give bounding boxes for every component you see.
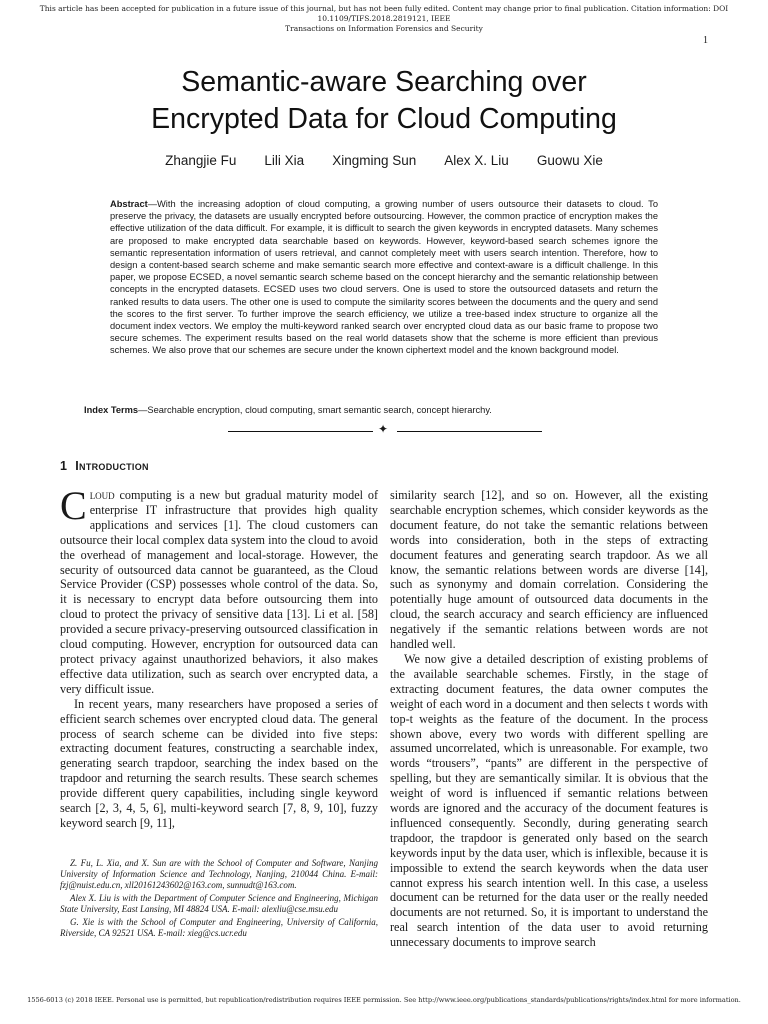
- left-column: [60, 483, 378, 831]
- paper-title: [60, 64, 708, 138]
- journal-notice: [20, 4, 748, 34]
- paragraph: [60, 483, 378, 697]
- index-terms-label: Index Terms: [84, 405, 139, 415]
- author: Guowu Xie: [536, 153, 603, 168]
- footnote: Alex X. Liu is with the Department of Computer Science and Engineering, Michigan State University, East Lansing, MI 48824 USA. E-mail: alexliu@cse.msu.edu: [60, 893, 378, 914]
- divider-line-left: [228, 431, 373, 432]
- footnotes: [60, 858, 378, 941]
- title-line-1: Semantic-aware Searching over: [181, 66, 587, 98]
- author-list: [60, 153, 708, 168]
- author: Zhangjie Fu: [165, 153, 237, 168]
- divider-star-icon: ✦: [378, 422, 389, 436]
- footnote: G. Xie is with the School of Computer and Engineering, University of California, Riverside, CA 92521 USA. E-mail: xieg@cs.ucr.edu: [60, 917, 378, 938]
- right-column: [390, 488, 708, 950]
- notice-line-2: Transactions on Information Forensics and Security: [285, 24, 483, 33]
- paragraph: In recent years, many researchers have proposed a series of efficient search schemes over encrypted cloud data. The general process of search scheme can be divided into five steps: extracting document features, constructing a searchable index, generating search trapdoor, searching the index based on the trapdoor and returning the search results. These search schemes provide different query capabilities, including single keyword search [2, 3, 4, 5, 6], multi-keyword search [7, 8, 9, 10], fuzzy keyword search [9, 11],: [60, 696, 378, 830]
- lead-word: loud: [89, 488, 115, 502]
- abstract: [110, 198, 658, 357]
- paragraph: similarity search [12], and so on. However, all the existing searchable encryption schemes, which consider keywords as the document feature, do not take the semantic relations between words into consideration, both in the steps of extracting document features and generating search trapdoor. As we all know, the semantic relations between words are diverse [14], such as synonymy and domain correlation. Considering the potentially huge amount of outsourced data documents in the cloud, the search accuracy and search efficiency are influenced negatively if the semantic relations between words are not handled well.: [390, 488, 708, 652]
- abstract-text: —With the increasing adoption of cloud computing, a growing number of users outsource their datasets to cloud. To preserve the privacy, the datasets are usually encrypted before outsourcing. However, the common practice of encryption makes the effective utilization of the data difficult. For example, it is difficult to search the given keywords in encrypted datasets. Many schemes are proposed to make encrypted data searchable based on keywords. However, keyword-based search schemes ignore the semantic representation information of users retrieval, and cannot completely meet with users search intention. Therefore, how to design a content-based search scheme and make semantic search more effective and context-aware is a difficult challenge. In this paper, we propose ECSED, a novel semantic search scheme based on the concept hierarchy and the semantic relationship between concepts in the encrypted datasets. ECSED uses two cloud servers. One is used to store the outsourced datasets and return the ranked results to data users. The other one is used to compute the similarity scores between the documents and the query and send the scores to the first server. To further improve the search efficiency, we utilize a tree-based index structure to organize all the document index vectors. We employ the multi-keyword ranked search over encrypted cloud data as our basic frame to propose two secure schemes. The experiment results based on the real world datasets show that the scheme is more efficient than previous schemes. We also prove that our schemes are secure under the known ciphertext model and the known background model.: [110, 199, 658, 356]
- drop-cap: C: [60, 483, 87, 528]
- author: Alex X. Liu: [444, 153, 509, 168]
- section-title: Introduction: [75, 459, 149, 473]
- author: Xingming Sun: [332, 153, 417, 168]
- section-heading: [60, 459, 149, 473]
- footnote-rule: [60, 853, 378, 854]
- copyright-footer: 1556-6013 (c) 2018 IEEE. Personal use is permitted, but republication/redistribution requires IEEE permission. See http://www.ieee.org/publications_standards/publications/rights/index.html for more information.: [27, 996, 741, 1004]
- page-number: 1: [703, 35, 708, 46]
- author: Lili Xia: [264, 153, 305, 168]
- paragraph: We now give a detailed description of existing problems of the available searchable schemes. Firstly, in the stage of extracting document features, the data owner computes the weight of each word in a document and then selects t words with top-t weights as the feature of the document. In the process shown above, every two words with different spelling are assumed uncorrelated, which is unreasonable. For example, two words “trousers”, “pants” are different in the perspective of spelling, but they are semantically similar. It is obvious that the weight of word is influenced if semantic relations between words are ignored and the accuracy of the document features is influenced consequently. Secondly, during generating search trapdoor, the trapdoor is generated only based on the search keywords input by the data user, which is inflexible, because it is impossible to extend the search keywords when the data user cannot express his search intention well. In this case, a useless document can be returned for the data user or the really needed documents are not returned. So, it is important to understand the real search intention of the data user to avoid returning unnecessary documents to improve search: [390, 651, 708, 950]
- notice-line-1: This article has been accepted for publication in a future issue of this journal, but has not been fully edited. Content may change prior to final publication. Citation information: DOI 10.1109/TIFS.2018.2819121, IEEE: [39, 4, 729, 23]
- index-terms: [84, 404, 684, 416]
- index-terms-text: —Searchable encryption, cloud computing, smart semantic search, concept hierarchy.: [138, 405, 492, 415]
- section-divider: [228, 424, 542, 438]
- paragraph-text: computing is a new but gradual maturity model of enterprise IT infrastructure that provides high quality applications and services [1]. The cloud customers can outsource their local complex data system into the cloud to avoid the overhead of management and local-storage. However, the security of outsourced data cannot be guaranteed, as the Cloud Service Provider (CSP) possesses whole control of the data. So, it is necessary to encrypt data before outsourcing them into cloud to protect the privacy of sensitive data [13]. Li et al. [58] provided a secure privacy-preserving outsourced classification in cloud computing. However, encryption for outsourced data can protect privacy against unauthorized behaviors, it also makes effective data utilization, such as search over encrypted data, a very difficult issue.: [60, 488, 378, 696]
- footnote: Z. Fu, L. Xia, and X. Sun are with the School of Computer and Software, Nanjing University of Information Science and Technology, Nanjing, 210044 China. E-mail: fzj@nuist.edu.cn, xll20161243602@163.com, sunnudt@163.com.: [60, 858, 378, 890]
- section-number: 1: [60, 459, 68, 473]
- title-line-2: Encrypted Data for Cloud Computing: [151, 103, 617, 135]
- abstract-label: Abstract: [110, 199, 148, 209]
- divider-line-right: [397, 431, 542, 432]
